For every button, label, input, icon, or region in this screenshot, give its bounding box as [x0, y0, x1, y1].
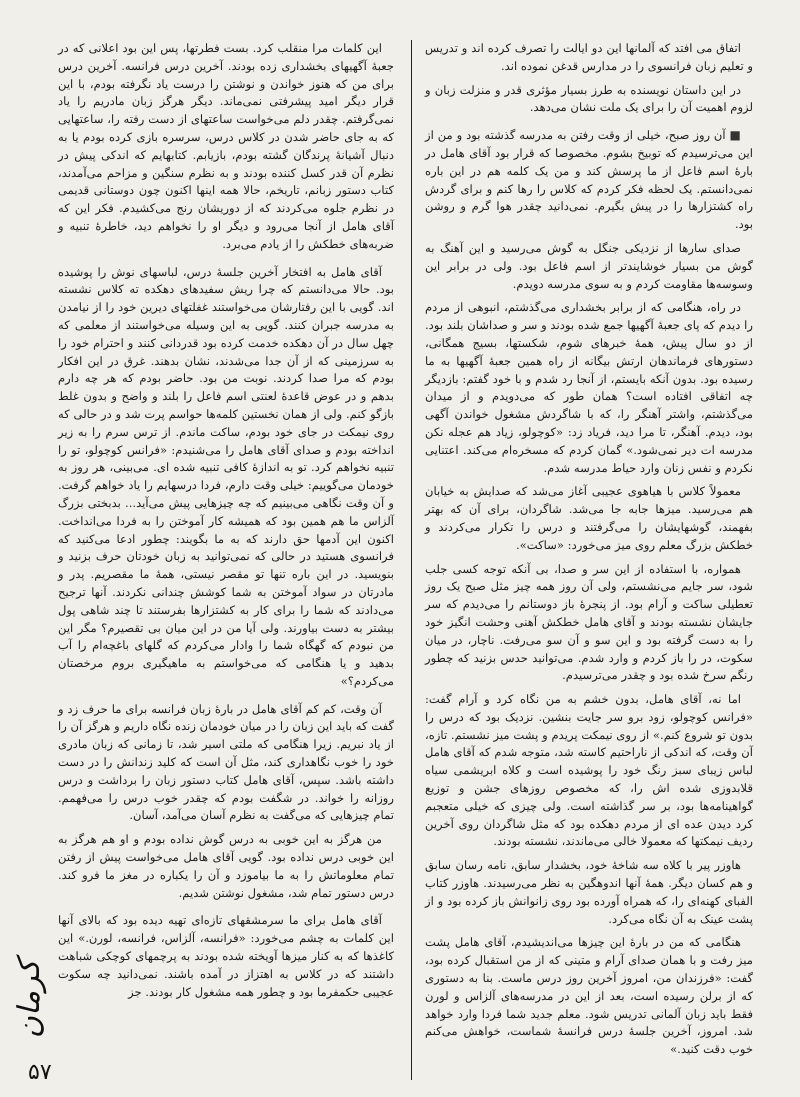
paragraph: من هرگز به این خوبی به درس گوش نداده بودم و او هم هرگز به این خوبی درس نداده بود. گویی آقای هامل می‌خواست پیش از رفتن تمام معلوماتش را به ما بیاموزد و آن را یکباره در مغز ما فرو کند. درس دستور تمام شد، مشغول نوشتن شدیم.	[58, 832, 394, 900]
paragraph: صدای سارها از نزدیکی جنگل به گوش می‌رسید و این آهنگ به گوش من بسیار خوشایندتر از اسم فاعل بود. ولی در برابر این وسوسه‌ها مقاومت کردم و به سوی مدرسه دویدم.	[425, 240, 753, 291]
paragraph-text: آن روز صبح، خیلی از وقت رفتن به مدرسه گذشته بود و من از این می‌ترسیدم که توبیخ بشوم. مخصوصا که قرار بود آقای هامل در بارهٔ اسم فاعل از ما پرسش کند و من یک کلمه هم در این باره نمی‌دانستم. یک لحظه فکر کردم که کلاس را رها کنم و برای گردش راه کشتزارها را در پیش بگیرم. نمی‌دانید چقدر هوا گرم و روشن بود.	[425, 128, 753, 232]
paragraph: معمولاً کلاس با هیاهوی عجیبی آغاز می‌شد که صدایش به خیابان هم می‌رسید. میزها جابه جا می‌شد. شاگردان، برای آن که بهتر بفهمند، گوشهایشان را می‌گرفتند و درس را تکرار می‌کردند و خطکش بزرگ معلم روی میز می‌خورد: «ساکت».	[425, 484, 753, 552]
square-bullet-icon: ■	[729, 128, 741, 143]
paragraph: آن وقت، کم کم آقای هامل در بارهٔ زبان فرانسه برای ما حرف زد و گفت که باید این زبان را در میان خودمان زنده نگاه داریم و هرگز آن را از یاد نبریم. زیرا هنگامی که ملتی اسیر شد، تا زمانی که زبان مادری خود را خوب نگاهداری کند، مثل آن است که کلید زندانش را در دست داشته باشد. سپس، آقای هامل کتاب دستور زبان را برداشت و درس روزانه را خواند. در شگفت بودم که چقدر خوب درس را می‌فهمم. تمام چیزهایی که می‌گفت به نظرم آسان می‌آمد، آسان.	[58, 701, 394, 823]
right-text-column	[425, 40, 753, 1080]
paragraph: آقای هامل به افتخار آخرین جلسهٔ درس، لباسهای نوش را پوشیده بود. حالا می‌دانستم که چرا ریش سفیدهای دهکده ته کلاس نشسته اند. گویی با این رفتارشان می‌خواستند غفلتهای دیرین خود را از نیامدن به مدرسه جبران کنند. گویی به این وسیله می‌خواستند از معلمی که چهل سال در آن دهکده خدمت کرده بود قدردانی کنند و احترام خود را به سرزمینی که از آن جدا می‌شدند، نشان بدهند. غرق در این افکار بودم که مرا صدا کردند. نوبت من بود. حاضر بودم که هر چه دارم بدهم و در عوض قاعدهٔ لعنتی اسم فاعل را بلند و واضح و بدون غلط بازگو کنم. ولی از همان نخستین کلمه‌ها حواسم پرت شد و در حالی که روی نیمکت در جای خود بودم، ساکت ماندم. از ترس سرم را به زیر انداخته بودم و صدای آقای هامل را می‌شنیدم: «فرانس کوچولو، تو را تنبیه نخواهم کرد. تو به اندازهٔ کافی تنبیه شده ای. می‌بینی، هر روز به خودمان می‌گوییم: خیلی وقت دارم، فردا درسهایم را یاد خواهم گرفت. و آن وقت نگاهی می‌بینیم که چه چیزهایی پیش می‌آید... بدبختی بزرگ آلزاس ما هم همین بود که همیشه کار آموختن را به فردا می‌انداخت. اکنون این آدمها حق دارند که به ما بگویند: چطور ادعا می‌کنید که فرانسوی هستید در حالی که نمی‌توانید به زبان خودتان حرف بزنید و بنویسید. در این باره تنها تو مقصر نیستی، همهٔ ما مقصریم. پدر و مادرتان در سواد آموختن به شما کوشش چندانی نکردند. آنها ترجیح می‌دادند که شما را برای کار به کشتزارها بفرستند تا چند شاهی پول بیشتر به دست بیاورند. ولی آیا من در این میان بی تقصیرم؟ مگر این من نبودم که گهگاه شما را وادار می‌کردم که گلهای باغچه‌ام را آب بدهید و یا هنگامی که می‌خواستم به ماهیگیری بروم مرخصتان می‌کردم؟»	[58, 264, 394, 688]
paragraph: اتفاق می افتد که آلمانها این دو ایالت را تصرف کرده اند و تدریس و تعلیم زبان فرانسوی را در مدارس قدغن نموده اند.	[425, 41, 753, 73]
paragraph: این کلمات مرا منقلب کرد. بست فطرتها، پس این بود اعلانی که در جعبهٔ آگهیهای بخشداری زده بودند. آخرین درس فرانسه. آخرین درس برای من که هنوز خواندن و نوشتن را درست یاد نگرفته بودم، با این قرار دیگر امید پیشرفتی نمی‌ماند. دیگر هرگز زبان مادریم را یاد نمی‌گرفتم. چقدر دلم می‌خواست ساعتهای از دست رفته را، ساعتهایی که به جای حاضر شدن در کلاس درس، سرسره بازی کرده بودم یا به دنبال آشیانهٔ پرندگان گشته بودم، بازیابم. کتابهایم که اندکی پیش در نظرم آن قدر کسل کننده بودند و به نظرم سنگین و مزاحم می‌آمدند، کتاب دستور زبانم، تاریخم، حالا همه اینها اکنون چون دوستانی قدیمی در نظرم جلوه می‌کردند که از دوریشان رنج می‌کشیدم. فکر این که آقای هامل از آنجا می‌رود و دیگر او را نخواهم دید، خاطرهٔ تنبیه و ضربه‌های خطکش را از یادم می‌برد.	[58, 41, 394, 251]
left-text-column	[58, 40, 394, 1070]
paragraph: هنگامی که من در بارهٔ این چیزها می‌اندیشیدم، آقای هامل پشت میز رفت و با همان صدای آرام و متینی که از من استقبال کرده بود، گفت: «فرزندان من، امروز آخرین روز درس ماست. بنا به دستوری که از برلن رسیده است، بعد از این در مدرسه‌های آلزاس و لورن فقط باید زبان آلمانی تدریس شود. معلم جدید شما فردا وارد خواهد شد. امروز، آخرین جلسهٔ درس فرانسهٔ شماست، خواهش می‌کنم خوب دقت کنید.»	[425, 935, 753, 1057]
page-number: ۵۷	[28, 1060, 52, 1085]
magazine-logo: کرمان	[12, 960, 47, 1039]
paragraph: اما نه، آقای هامل، بدون خشم به من نگاه کرد و آرام گفت: «فرانس کوچولو، زود برو سر جایت بنشین. نزدیک بود که درس را بدون تو شروع کنم.» از روی نیمکت پریدم و پشت میز نشستم. تازه، آن وقت، که اندکی از ناراحتیم کاسته شد، متوجه شدم که آقای هامل لباس زیبای سبز رنگ خود را پوشیده است و کلاه ابریشمی سیاه قلابدوزی شده اش را، که مخصوص روزهای جشن و توزیع گواهینامه‌ها بود، بر سر گذاشته است. ولی چیزی که خیلی متعجبم کرد دیدن عده ای از مردم دهکده بود که مثل شاگردان روی آخرین ردیف نیمکتها که معمولا خالی می‌ماندند، نشسته بودند.	[425, 692, 753, 849]
paragraph: در این داستان نویسنده به طرز بسیار مؤثری قدر و منزلت زبان و لزوم اهمیت آن را برای یک ملت نشان می‌دهد.	[425, 82, 753, 115]
paragraph: آقای هامل برای ما سرمشقهای تازه‌ای تهیه دیده بود که بالای آنها این کلمات به چشم می‌خورد: «فرانسه، آلزاس، فرانسه، لورن.» این کاغذها که به کنار میزها آویخته شده بودند به پرچمهای کوچکی شباهت داشتند که در کلاس به اهتزاز در آمده باشند. نمی‌دانید چه سکوت عجیبی حکمفرما بود و چطور همه مشغول کار بودند. جز	[58, 913, 394, 999]
paragraph: همواره، با استفاده از این سر و صدا، بی آنکه توجه کسی جلب شود، سر جایم می‌نشستم، ولی آن روز همه چیز مثل صبح یک روز تعطیلی ساکت و آرام بود. از پنجرهٔ باز دوستانم را می‌دیدم که سر جایشان نشسته بودند و آقای هامل خطکش آهنی وحشت انگیز خود را به دست گرفته بود و این سو و آن سو می‌رفت. ناچار، در میان سکوت، در را باز کردم و وارد شدم. می‌توانید حدس بزنید که چطور رنگم سرخ شده بود و چقدر می‌ترسیدم.	[425, 561, 753, 683]
paragraph: هاوزر پیر با کلاه سه شاخهٔ خود، بخشدار سابق، نامه رسان سابق و هم کسان دیگر. همهٔ آنها اندوهگین به نظر می‌رسیدند. هاوزر کتاب الفبای کهنه‌ای را، که همراه آورده بود روی زانوانش باز کرده بود و از پشت عینک به آن نگاه می‌کرد.	[425, 858, 753, 926]
paragraph	[425, 127, 753, 234]
column-divider	[411, 40, 412, 1080]
paragraph: در راه، هنگامی که از برابر بخشداری می‌گذشتم، انبوهی از مردم را دیدم که پای جعبهٔ آگهیها جمع شده بودند و سر و صداشان بلند بود. از دو سال پیش، همهٔ خبرهای شوم، شکستها، بسیج همگانی، دستورهای فرماندهان ارتش بیگانه از راه همین جعبهٔ آگهیها به ما رسیده بود. بدون آنکه بایستم، از آنجا رد شدم و با خود گفتم: بازدیگر چه اتفاقی افتاده است؟ همان طور که می‌دویدم و از میدان می‌گذشتم، واشتر آهنگر را، که با شاگردش مشغول خواندن آگهی بود، دیدم. آهنگر، تا مرا دید، فریاد زد: «کوچولو، زیاد هم عجله نکن مدرسه ات دیر نمی‌شود.» گمان کردم که مسخره‌ام می‌کند. اعتنایی نکردم و نفس زنان وارد حیاط مدرسه شدم.	[425, 300, 753, 475]
